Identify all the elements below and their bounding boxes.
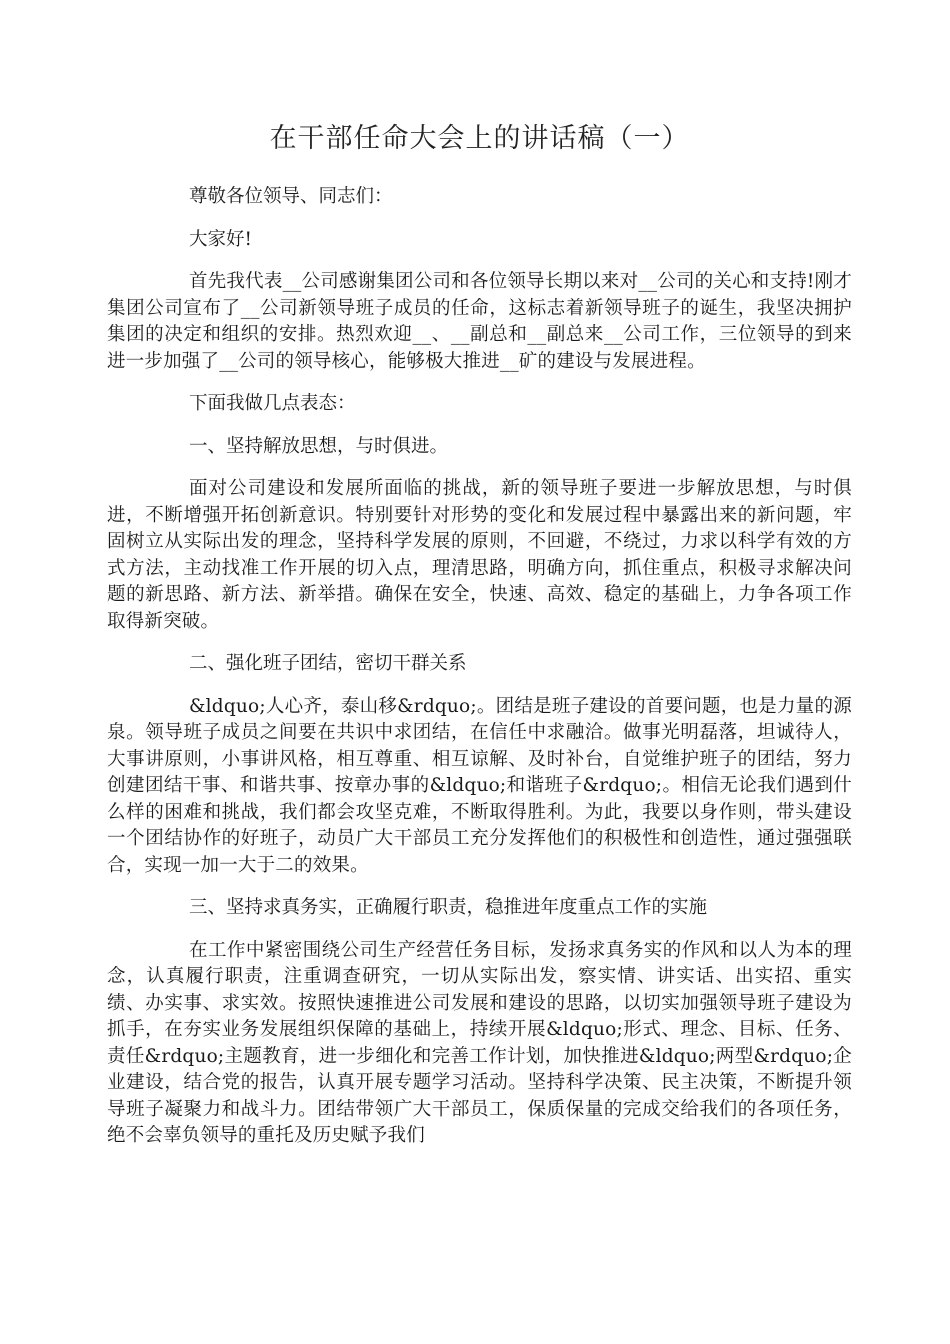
section-3-heading: 三、坚持求真务实，正确履行职责，稳推进年度重点工作的实施 (189, 897, 708, 918)
greeting: 大家好! (189, 228, 252, 250)
document-body (107, 184, 852, 1166)
opening-paragraph: 首先我代表__公司感谢集团公司和各位领导长期以来对__公司的关心和支持!刚才集团公司宣布了__公司新领导班子成员的任命，这标志着新领导班子的诞生，我坚决拥护集团的决定和组织的安排。热烈欢迎__、__副总和__副总来__公司工作，三位领导的到来进一步加强了__公司的领导核心，能够极大推进__矿的建设与发展进程。 (107, 271, 852, 372)
document-title: 在干部任命大会上的讲话稿（一） (269, 123, 690, 154)
section-3-body: 在工作中紧密围绕公司生产经营任务目标，发扬求真务实的作风和以人为本的理念，认真履行职责，注重调查研究，一切从实际出发，察实情、讲实话、出实招、重实绩、办实事、求实效。按照快速推进公司发展和建设的思路，以切实加强领导班子建设为抓手，在夯实业务发展组织保障的基础上，持续开展&ldquo;形式、理念、目标、任务、责任&rdquo;主题教育，进一步细化和完善工作计划，加快推进&ldquo;两型&rdquo;企业建设，结合党的报告，认真开展专题学习活动。坚持科学决策、民主决策，不断提升领导班子凝聚力和战斗力。团结带领广大干部员工，保质保量的完成交给我们的各项任务，绝不会辜负领导的重托及历史赋予我们 (107, 939, 852, 1146)
section-1-body: 面对公司建设和发展所面临的挑战，新的领导班子要进一步解放思想，与时俱进，不断增强开拓创新意识。特别要针对形势的变化和发展过程中暴露出来的新问题，牢固树立从实际出发的理念，坚持科学发展的原则，不回避，不绕过，力求以科学有效的方式方法，主动找准工作开展的切入点，理清思路，明确方向，抓住重点，积极寻求解决问题的新思路、新方法、新举措。确保在安全，快速、高效、稳定的基础上，力争各项工作取得新突破。 (107, 478, 852, 632)
intro-line: 下面我做几点表态： (189, 393, 356, 414)
section-2-heading: 二、强化班子团结，密切干群关系 (189, 653, 467, 674)
section-1-heading: 一、坚持解放思想，与时俱进。 (189, 435, 449, 457)
section-2-body: &ldquo;人心齐，泰山移&rdquo;。团结是班子建设的首要问题，也是力量的源泉。领导班子成员之间要在共识中求团结，在信任中求融洽。做事光明磊落，坦诚待人，大事讲原则，小事讲风格，相互尊重、相互谅解、及时补台，自觉维护班子的团结，努力创建团结干事、和谐共事、按章办事的&ldquo;和谐班子&rdquo;。相信无论我们遇到什么样的困难和挑战，我们都会攻坚克难，不断取得胜利。为此，我要以身作则，带头建设一个团结协作的好班子，动员广大干部员工充分发挥他们的积极性和创造性，通过强强联合，实现一加一大于二的效果。 (107, 695, 852, 876)
salutation: 尊敬各位领导、同志们： (189, 186, 393, 207)
